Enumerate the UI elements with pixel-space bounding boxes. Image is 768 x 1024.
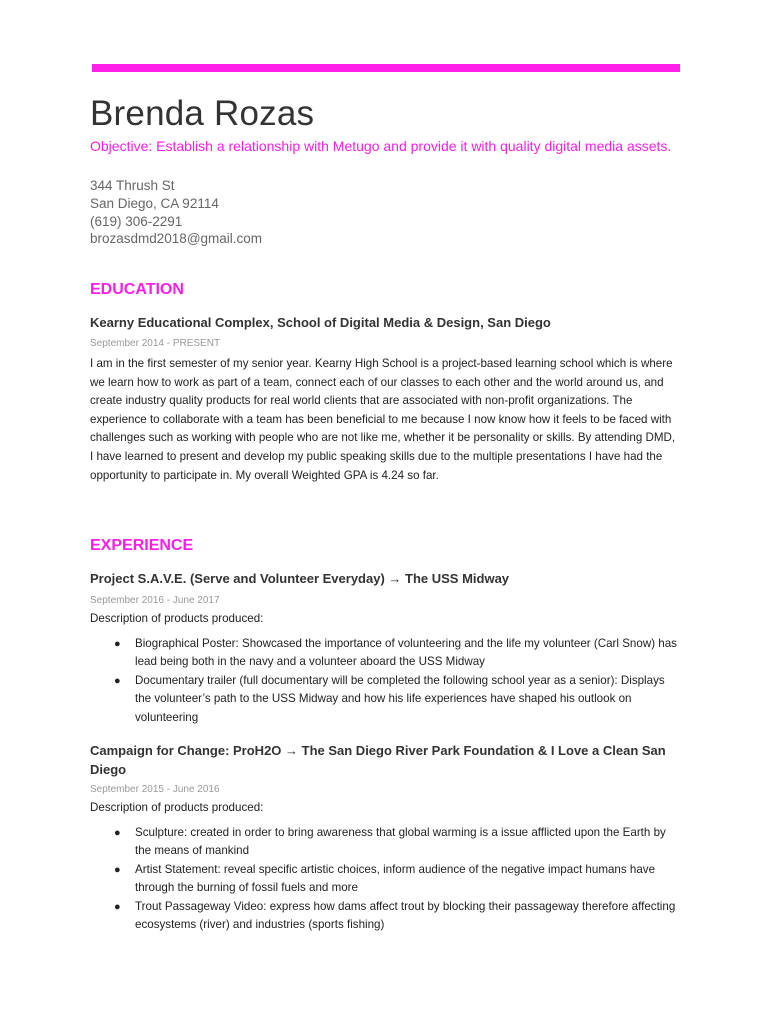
bullet-text: Artist Statement: reveal specific artistic choices, inform audience of the negative impact humans have through the burning of fossil fuels and more bbox=[135, 863, 656, 895]
list-item bbox=[90, 824, 680, 861]
list-item bbox=[90, 898, 680, 935]
experience-entry-title: Campaign for Change: ProH2O → The San Diego River Park Foundation & I Love a Clean San Diego bbox=[90, 743, 666, 777]
bullet-icon: ● bbox=[114, 675, 121, 688]
bullet-icon: ● bbox=[114, 638, 121, 650]
list-item bbox=[90, 672, 680, 727]
resume-name: Brenda Rozas bbox=[90, 94, 315, 133]
contact-street: 344 Thrush St bbox=[90, 178, 175, 193]
bullet-icon: ● bbox=[114, 864, 121, 877]
objective-statement: Objective: Establish a relationship with Metugo and provide it with quality digital media assets. bbox=[90, 138, 672, 154]
list-item bbox=[90, 635, 680, 672]
education-heading: EDUCATION bbox=[90, 281, 184, 298]
experience-heading: EXPERIENCE bbox=[90, 537, 194, 554]
bullet-text: Biographical Poster: Showcased the importance of volunteering and the life my volunteer (Carl Snow) has lead being both in the navy and a volunteer aboard the USS Midway bbox=[135, 637, 677, 669]
experience-entry-description: Description of products produced: bbox=[90, 612, 264, 625]
experience-entry-bullets bbox=[90, 635, 680, 727]
contact-phone: (619) 306-2291 bbox=[90, 213, 183, 229]
education-entry-date: September 2014 - PRESENT bbox=[90, 338, 221, 349]
bullet-text: Trout Passageway Video: express how dams affect trout by blocking their passageway therefore affecting ecosystems (river) and industries (sports fishing) bbox=[135, 900, 676, 932]
contact-city: San Diego, CA 92114 bbox=[90, 195, 219, 211]
header-accent-bar bbox=[92, 64, 680, 72]
bullet-text: Sculpture: created in order to bring awareness that global warming is a issue afflicted upon the Earth by the means of mankind bbox=[135, 826, 666, 858]
contact-block bbox=[90, 177, 262, 248]
bullet-icon: ● bbox=[114, 827, 121, 839]
experience-entry-title: Project S.A.V.E. (Serve and Volunteer Everyday) → The USS Midway bbox=[90, 571, 510, 586]
experience-entry-date: September 2016 - June 2017 bbox=[90, 595, 220, 606]
education-entry-paragraph: I am in the first semester of my senior year. Kearny High School is a project-based learning school which is where we learn how to work as part of a team, connect each of our classes to each other and the world around us, and create industry quality products for real world clients that are associated with non-profit organizations. The experience to collaborate with a team has been beneficial to me because I now know how it feels to be faced with challenges such as working with people who are not like me, whether it be personality or skills. By attending DMD, I have learned to present and develop my public speaking skills due to the multiple presentations I have had the opportunity to participate in. My overall Weighted GPA is 4.24 so far. bbox=[90, 357, 676, 482]
experience-entry-date: September 2015 - June 2016 bbox=[90, 784, 220, 795]
list-item bbox=[90, 861, 680, 898]
bullet-icon: ● bbox=[114, 901, 121, 914]
experience-entry-description: Description of products produced: bbox=[90, 801, 264, 814]
experience-entry-bullets bbox=[90, 824, 680, 935]
education-entry-title: Kearny Educational Complex, School of Digital Media & Design, San Diego bbox=[90, 315, 551, 330]
bullet-text: Documentary trailer (full documentary will be completed the following school year as a senior): Displays the volunteer’s path to the USS Midway and how his life experiences have shaped his outlook on volunteering bbox=[135, 674, 665, 724]
contact-email: brozasdmd2018@gmail.com bbox=[90, 231, 263, 247]
